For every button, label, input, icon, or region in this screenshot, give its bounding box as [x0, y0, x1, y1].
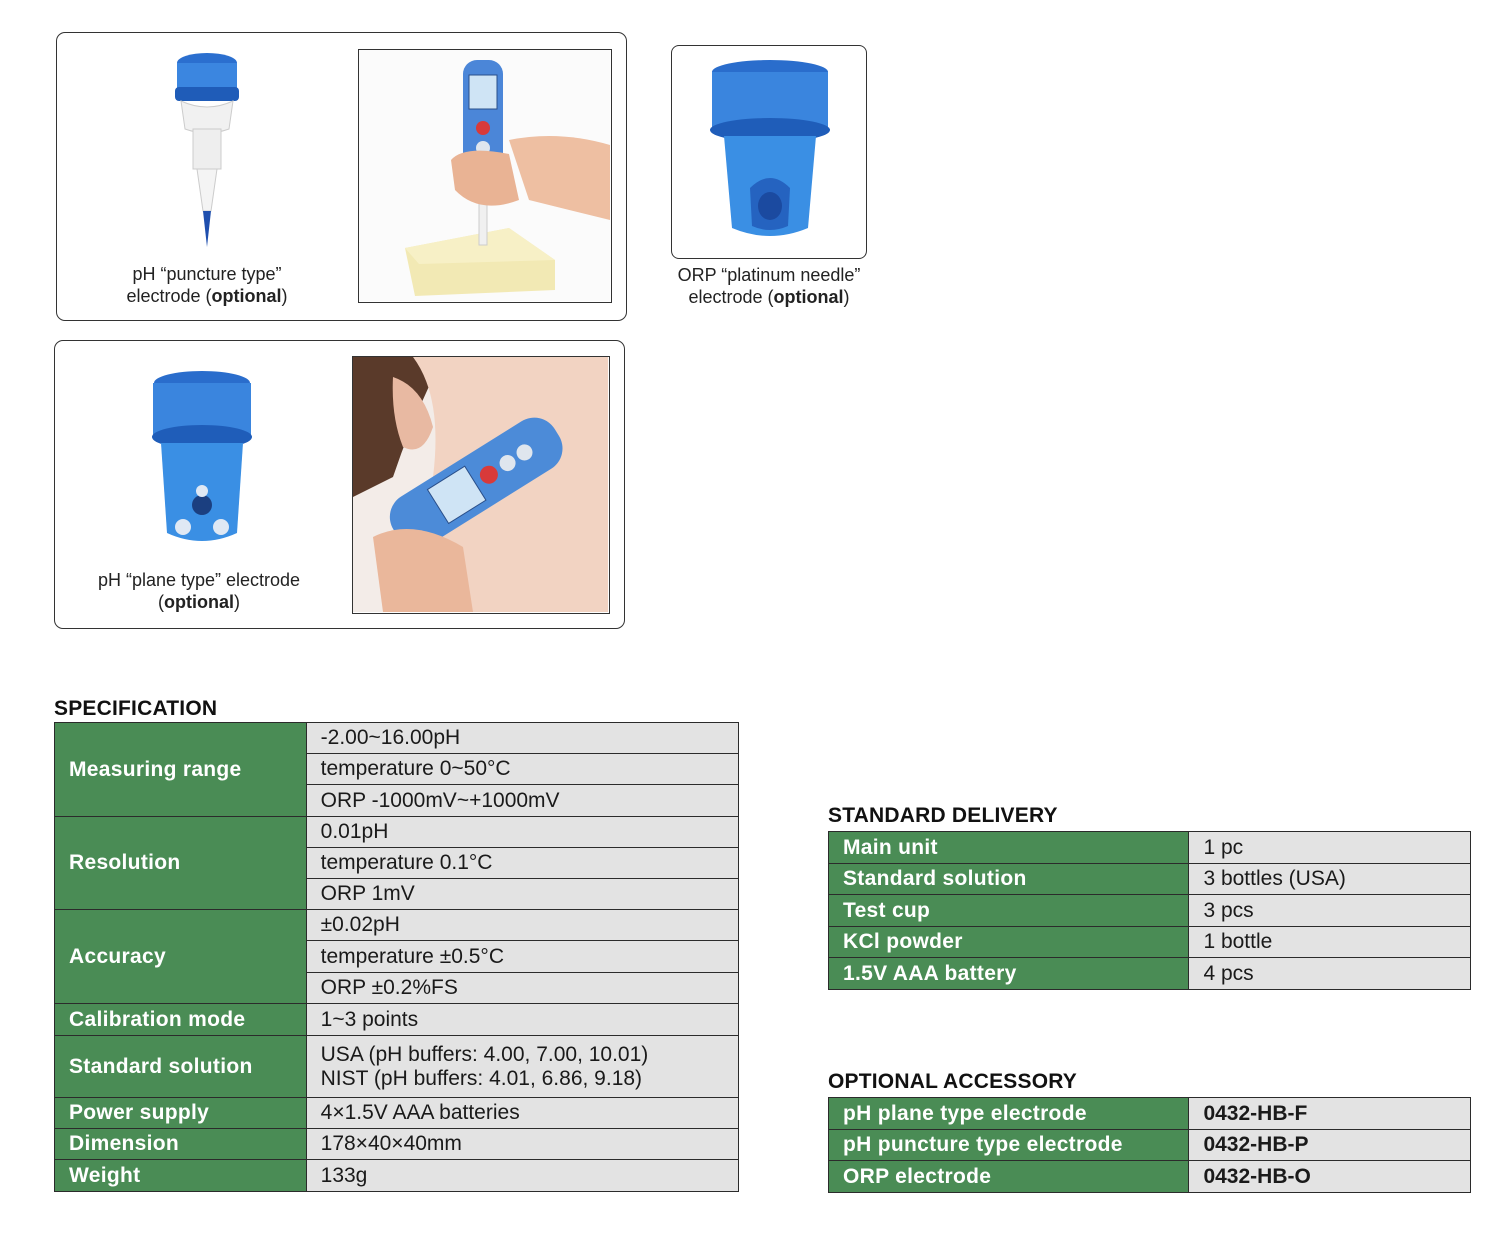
optional-accessory-table [828, 1097, 1471, 1193]
spec-value: 4×1.5V AAA batteries [306, 1098, 738, 1129]
spec-label-calibration-mode: Calibration mode [55, 1004, 307, 1036]
accessory-item: pH plane type electrode [829, 1098, 1189, 1130]
spec-label-power-supply: Power supply [55, 1098, 307, 1129]
spec-label-weight: Weight [55, 1160, 307, 1192]
cheese-measurement-photo [358, 49, 612, 303]
standard-delivery-table [828, 831, 1471, 990]
plane-electrode-image [147, 369, 257, 549]
accessory-code: 0432-HB-O [1189, 1161, 1471, 1193]
delivery-qty: 4 pcs [1189, 958, 1471, 990]
spec-value: ORP ±0.2%FS [306, 973, 738, 1004]
puncture-electrode-image [167, 51, 247, 251]
spec-value: 0.01pH [306, 817, 738, 848]
spec-label-accuracy: Accuracy [55, 910, 307, 1004]
delivery-qty: 1 pc [1189, 832, 1471, 864]
delivery-item: Standard solution [829, 864, 1189, 895]
face-measurement-photo [352, 356, 610, 614]
puncture-caption: pH “puncture type” electrode (optional) [126, 264, 288, 306]
spec-label-dimension: Dimension [55, 1129, 307, 1160]
specification-heading: SPECIFICATION [54, 697, 218, 720]
standard-delivery-heading: STANDARD DELIVERY [828, 804, 1058, 827]
spec-value: temperature 0.1°C [306, 848, 738, 879]
puncture-electrode-panel [56, 32, 627, 321]
orp-electrode-image [700, 58, 840, 248]
spec-value: ORP -1000mV~+1000mV [306, 785, 738, 817]
spec-value: temperature 0~50°C [306, 754, 738, 785]
spec-value: ORP 1mV [306, 879, 738, 910]
specification-table [54, 722, 739, 1192]
delivery-qty: 1 bottle [1189, 927, 1471, 958]
spec-value: 133g [306, 1160, 738, 1192]
accessory-code: 0432-HB-P [1189, 1130, 1471, 1161]
spec-value: temperature ±0.5°C [306, 941, 738, 973]
delivery-qty: 3 pcs [1189, 895, 1471, 927]
accessory-code: 0432-HB-F [1189, 1098, 1471, 1130]
accessory-item: pH puncture type electrode [829, 1130, 1189, 1161]
delivery-qty: 3 bottles (USA) [1189, 864, 1471, 895]
delivery-item: KCl powder [829, 927, 1189, 958]
plane-electrode-panel [54, 340, 625, 629]
delivery-item: Test cup [829, 895, 1189, 927]
spec-label-standard-solution: Standard solution [55, 1036, 307, 1098]
spec-label-resolution: Resolution [55, 817, 307, 910]
spec-label-measuring-range: Measuring range [55, 723, 307, 817]
orp-electrode-panel [671, 45, 867, 259]
accessory-item: ORP electrode [829, 1161, 1189, 1193]
spec-value: -2.00~16.00pH [306, 723, 738, 754]
delivery-item: Main unit [829, 832, 1189, 864]
spec-value: USA (pH buffers: 4.00, 7.00, 10.01) NIST (pH buffers: 4.01, 6.86, 9.18) [306, 1036, 738, 1098]
spec-value: 178×40×40mm [306, 1129, 738, 1160]
spec-value: 1~3 points [306, 1004, 738, 1036]
plane-caption: pH “plane type” electrode (optional) [97, 570, 301, 612]
delivery-item: 1.5V AAA battery [829, 958, 1189, 990]
spec-value: ±0.02pH [306, 910, 738, 941]
orp-caption: ORP “platinum needle” electrode (optional) [677, 265, 861, 307]
optional-accessory-heading: OPTIONAL ACCESSORY [828, 1070, 1078, 1093]
